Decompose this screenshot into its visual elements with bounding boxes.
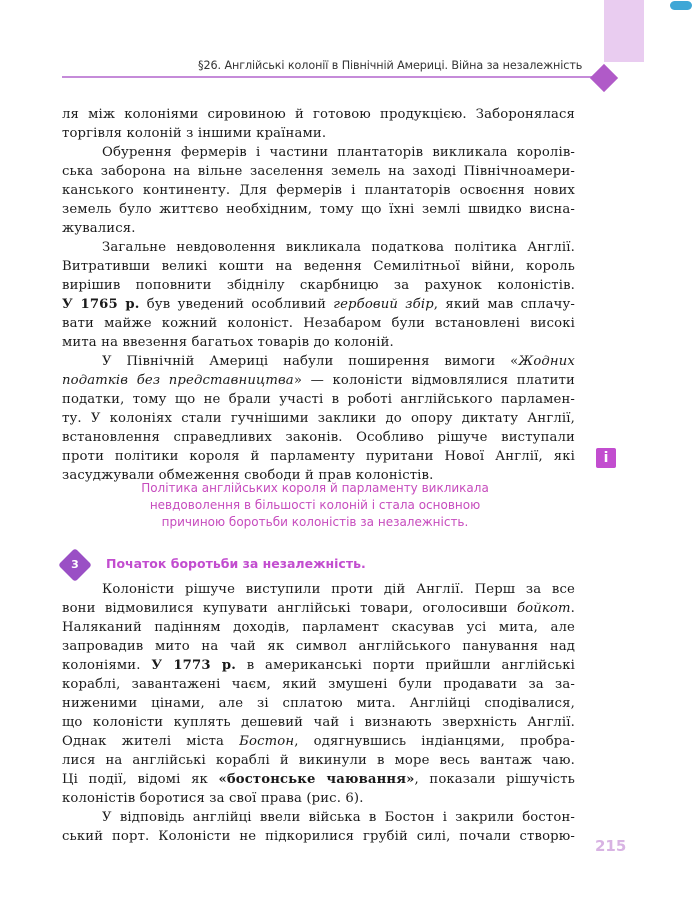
text-run: . [570, 601, 575, 616]
text-line [62, 732, 575, 751]
info-icon: i [596, 448, 616, 468]
page-tab-strip [604, 0, 644, 62]
section-number: 3 [71, 558, 79, 571]
city-boston: Бостон [239, 734, 295, 749]
page-header-title: §26. Англійські колонії в Північній Америці. Війна за незалежність [198, 59, 583, 72]
text-line: податки, тому що не брали участі в роботі англійського парламен- [62, 392, 575, 407]
text-line [62, 352, 575, 371]
text-run: в американські порти прийшли англійські [235, 658, 575, 673]
text-line: торгівля колоній з іншими країнами. [62, 126, 327, 141]
year-1773: У 1773 р. [151, 658, 236, 673]
highlight-line: невдоволення в більшості колоній і стала основною [149, 498, 481, 512]
text-line: У відповідь англійці ввели війська в Бостон і закрили бостон- [102, 810, 575, 825]
term-boycott: бойкот [516, 601, 571, 616]
term-stamp-tax: гербовий збір [333, 297, 434, 312]
text-line: земель було життєво необхідним, тому що їхні землі швидко висна- [62, 202, 575, 217]
text-line: Загальне невдоволення викликала податкова політика Англії. [102, 240, 575, 255]
quote-slogan: Жодних [518, 354, 575, 369]
text-line: засуджували обмеження свободи й прав колоністів. [62, 468, 434, 483]
highlight-box [110, 480, 520, 531]
text-line: ська заборона на вільне заселення земель на заході Північноамери- [62, 164, 575, 179]
text-line [62, 599, 575, 618]
text-line: проти політики короля й парламенту пуритани Нової Англії, які [62, 449, 575, 464]
text-line [62, 371, 575, 390]
text-line [62, 770, 575, 789]
text-line: ля між колоніями сировиною й готовою продукцією. Заборонялася [62, 107, 575, 122]
term-boston-tea-party: «бостонське чаювання» [218, 772, 415, 787]
text-line: Обурення фермерів і частини плантаторів викликала королів- [102, 145, 575, 160]
text-line: ниженими цінами, але зі сплатою мита. Англійці сподівалися, [62, 696, 575, 711]
text-line: що колоністи куплять дешевий чай і визнають зверхність Англії. [62, 715, 575, 730]
text-run: колоніями. [62, 658, 152, 673]
text-line: Витративши великі кошти на ведення Семилітньої війни, король [62, 259, 575, 274]
text-line: лися на англійські кораблі й викинули в море весь вантаж чаю. [62, 753, 575, 768]
text-run: У Північній Америці набули поширення вимоги « [102, 354, 519, 369]
text-run: , одягнувшись індіанцями, пробра- [294, 734, 575, 749]
page-number: 215 [595, 837, 627, 855]
text-line: колоністів боротися за свої права (рис. 6). [62, 791, 364, 806]
text-run: » — колоністи відмовлялися платити [293, 373, 575, 388]
body-text-top [62, 105, 575, 485]
text-run: вони відмовилися купувати англійські товари, оголосивши [62, 601, 517, 616]
text-line: жувалися. [62, 221, 136, 236]
text-line: мита на ввезення багатьох товарів до колоній. [62, 335, 394, 350]
text-line: Колоністи рішуче виступили проти дій Англії. Перш за все [102, 582, 575, 597]
text-line: встановлення справедливих законів. Особливо рішуче виступали [62, 430, 575, 445]
text-line: вати майже кожний колоніст. Незабаром були встановлені високі [62, 316, 575, 331]
quote-slogan: податків без представництва [62, 373, 294, 388]
text-run: Однак жителі міста [62, 734, 240, 749]
header-diamond-marker [590, 64, 618, 92]
text-line [62, 656, 575, 675]
text-line: ту. У колоніях стали гучнішими заклики до опору диктату Англії, [62, 411, 575, 426]
section-title: Початок боротьби за незалежність. [106, 556, 366, 571]
body-text-bottom [62, 580, 575, 846]
highlight-line: Політика англійських короля й парламенту викликала [141, 481, 489, 495]
text-run: , показали рішучість [414, 772, 575, 787]
text-line: Наляканий падінням доходів, парламент скасував усі мита, але [62, 620, 575, 635]
text-line: кораблі, завантажені чаєм, який змушені були продавати за за- [62, 677, 575, 692]
text-line: вирішив поповнити збіднілу скарбницю за рахунок колоністів. [62, 278, 575, 293]
text-run: Ці події, відомі як [62, 772, 219, 787]
text-line [62, 295, 575, 314]
year-1765: У 1765 р. [62, 297, 140, 312]
text-run: був уведений особливий [139, 297, 334, 312]
corner-badge [670, 1, 692, 10]
text-line: канського континенту. Для фермерів і плантаторів освоєння нових [62, 183, 575, 198]
text-line: ський порт. Колоністи не підкорилися грубій силі, почали створю- [62, 829, 575, 844]
highlight-line: причиною боротьби колоністів за незалежність. [161, 515, 469, 529]
text-run: , який мав сплачу- [433, 297, 575, 312]
header-rule [62, 76, 597, 78]
text-line: запровадив мито на чай як символ англійського панування над [62, 639, 575, 654]
